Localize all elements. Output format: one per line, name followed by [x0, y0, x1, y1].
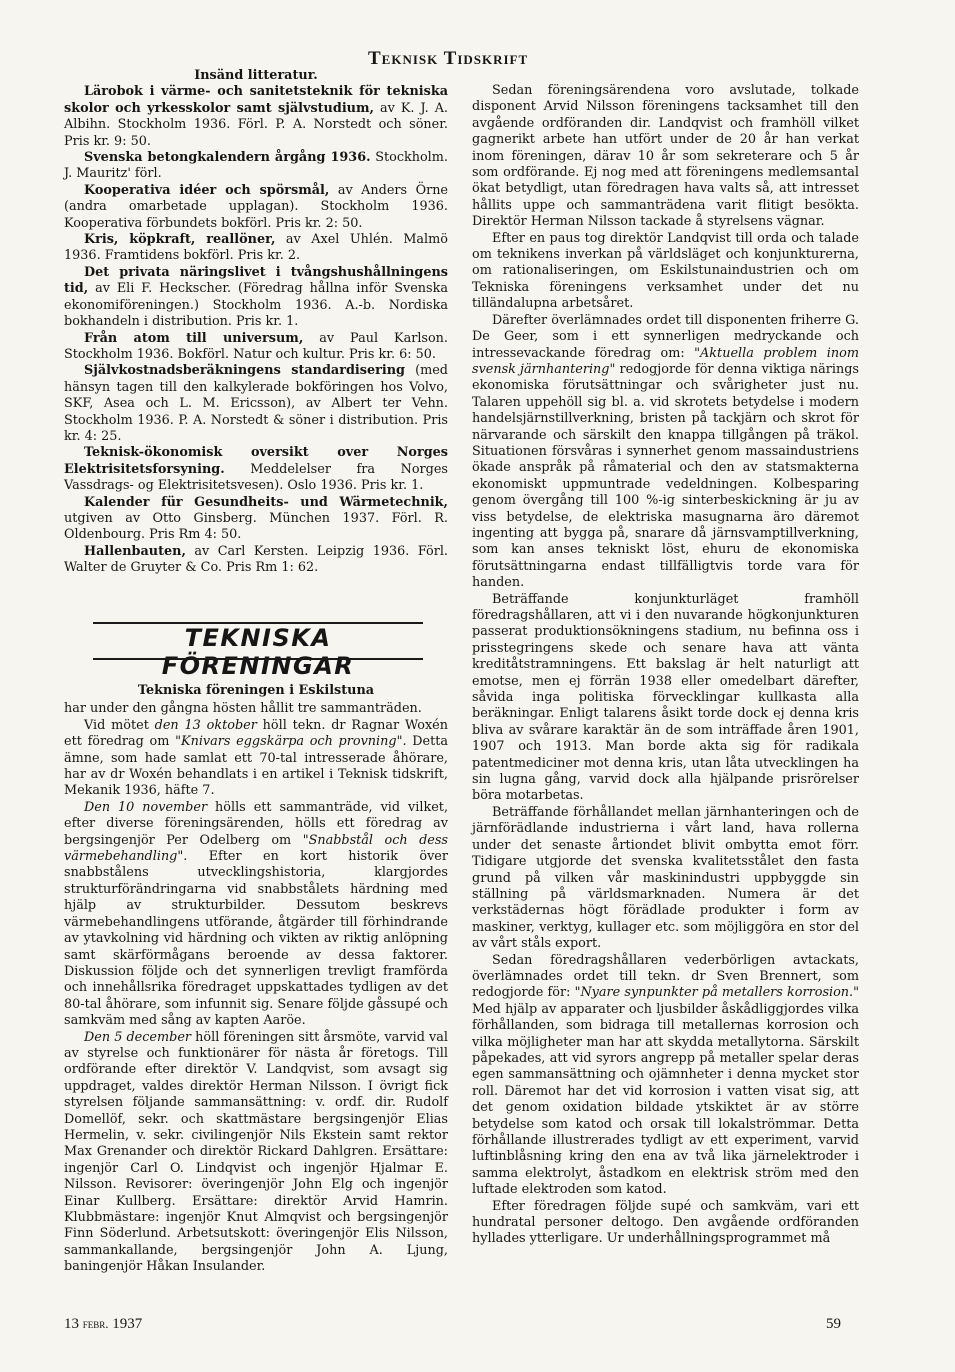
- right-paragraph-6: Sedan föredragshållaren vederbörligen avtackats, överlämnades ordet till tekn. dr Sven Brennert, som redogjorde för: "Nyare synpunkter på metallers korrosion." Med hjälp av apparater och ljusbilder åskådliggjordes vilka förhållanden, som bidraga till metallernas korrosion och vilka möjligheter man har att skydda metallytorna. Särskilt påpekades, att vid syrors angrepp på metaller spelar deras egen sammansättning och ojämnheter i denna mycket stor roll. Däremot har det vid korrosion i vatten visat sig, att det genom oxidation bildade ytskiktet är av större betydelse som katod och orsak till lokalströmmar. Detta förhållande illustrerades tydligt av ett experiment, varvid luftinblåsning kring den ena av två lika järnelektroder i samma elektrolyt, åstadkom en elektrisk ström med den luftade elektroden som katod.: [472, 952, 859, 1198]
- eskilstuna-heading: Tekniska föreningen i Eskilstuna: [137, 683, 375, 698]
- literature-entry-details: av K. J. A. Albihn. Stockholm 1936. Förl. P. A. Norstedt och söner. Pris kr. 9: 50.: [64, 100, 448, 149]
- eskilstuna-paragraph-4: Den 5 december höll föreningen sitt årsmöte, varvid val av styrelse och funktionärer för nästa år företogs. Till ordförande efter direktör V. Landqvist, som avsagt sig uppdraget, valdes direktör Herman Nilsson. I övrigt fick styrelsen följande sammansättning: v. ordf. dir. Rudolf Domellöf, sekr. och skattmästare bergsingenjör Elias Hermelin, v. sekr. civilingenjör Nils Ekstein samt rektor Max Grenander och direktör Rickard Dahlgren. Ersättare: ingenjör Carl O. Lindqvist och ingenjör Hjalmar E. Nilsson. Revisorer: överingenjör John Elg och ingenjör Einar Kullberg. Ersättare: direktör Arvid Hamrin. Klubbmästare: ingenjör Knut Almqvist och bergsingenjör Finn Söderlund. Arbetsutskott: överingenjör Elis Nilsson, sammankallande, bergsingenjör John A. Ljung, baningenjör Håkan Insulander.: [64, 1029, 449, 1275]
- literature-entry-title: Kalender für Gesundheits- und Wärmetechnik,: [84, 494, 448, 510]
- right-paragraph-2: Efter en paus tog direktör Landqvist till orda och talade om teknikens inverkan på världsläget och konjunkturerna, om rationaliseringen, om Eskilstunaindustrien och om Tekniska föreningens verksamhet under det nu tilländalupna arbetsåret.: [472, 230, 859, 312]
- section-title: TEKNISKA FÖRENINGAR: [161, 624, 355, 680]
- literature-entry-details: av Anders Örne (andra omarbetade upplagan). Stockholm 1936. Kooperativa förbundets bokförl. Pris kr. 2: 50.: [64, 182, 449, 231]
- literature-entry-title: Hallenbauten,: [84, 543, 186, 559]
- literature-entry-details: (med hänsyn tagen till den kalkylerade bokföringen hos Volvo, SKF, Asea och L. M. Ericsson), av Albert ter Vehn. Stockholm 1936. P. A. Norstedt & söner i distribution. Pris kr. 4: 25.: [64, 363, 448, 444]
- literature-entry: [64, 84, 448, 150]
- section-rule-bottom: [93, 658, 423, 660]
- literature-entry: [64, 331, 448, 364]
- literature-entry: [64, 232, 448, 265]
- journal-title: Teknisk Tidskrift: [368, 48, 529, 69]
- right-paragraph-3: Därefter överlämnades ordet till disponenten friherre G. De Geer, som i ett synnerligen medryckande och intressevackande föredrag om: "Aktuella problem inom svensk järnhantering" redogjorde för denna viktiga närings ekonomiska förutsättningar och svårigheter just nu. Talaren uppehöll sig bl. a. vid skrotets betydelse i modern handelsjärnstillverkning, bristen på tackjärn och skrot för närvarande och särskilt den knappa tillgången på träkol. Situationen försvåras i synnerhet genom massaindustriens ökade anspråk på råmaterial och den av statsmakterna ekonomiskt uppmuntrade vedeldningen. Kolbesparing genom övergång till 100 %-ig sinterbeskickning är ju av viss betydelse, de elektriska masugnarna äro däremot ingenting att bygga på, snarare då järnsvamptillverkning, som kan anses tekniskt löst, ehuru de ekonomiska förutsättningarna endast tillfälligtvis torde vara för handen.: [472, 312, 859, 591]
- literature-column: [64, 68, 448, 577]
- literature-entry: [64, 265, 448, 331]
- literature-entry-title: Kooperativa idéer och spörsmål,: [84, 182, 330, 198]
- literature-entry: [64, 183, 448, 232]
- right-paragraph-5: Beträffande förhållandet mellan järnhanteringen och de järnförädlande industrierna i vårt land, hava rollerna under det senaste årtiondet blivit ombytta emot förr. Tidigare utgjorde det svenska kvalitetsstålet den fasta grund på vilken vår maskinindustri uppbyggde sin ställning på världsmarknaden. Numera är det verkstädernas högt förädlade produkter i form av maskiner, verktyg, kullager etc. som möjliggöra en stor del av vårt ståls export.: [472, 804, 859, 952]
- footer-date: 13 febr. 1937: [64, 1316, 143, 1332]
- literature-entry-details: Meddelelser fra Norges Vassdrags- og Elektrisitetsvesen). Oslo 1936. Pris kr. 1.: [64, 461, 448, 494]
- literature-entry-title: Kris, köpkraft, reallöner,: [84, 232, 276, 248]
- literature-entry-details: Stockholm. J. Mauritz' förl.: [64, 150, 448, 182]
- literature-list: [64, 84, 448, 576]
- right-column: [472, 83, 859, 1248]
- literature-entry: [64, 495, 448, 544]
- literature-entry-details: av Eli F. Heckscher. (Föredrag hållna inför Svenska ekonomiföreningen.) Stockholm 1936. A.-b. Nordiska bokhandeln i distribution. Pris kr. 1.: [64, 281, 448, 330]
- literature-entry: [64, 445, 448, 494]
- literature-entry-details: av Carl Kersten. Leipzig 1936. Förl. Walter de Gruyter & Co. Pris Rm 1: 62.: [64, 543, 448, 576]
- literature-entry-title: Det privata näringslivet i tvångshushållningens tid,: [64, 264, 448, 297]
- literature-entry-details: utgiven av Otto Ginsberg. München 1937. Förl. R. Oldenbourg. Pris Rm 4: 50.: [64, 510, 448, 543]
- right-paragraph-1: Sedan föreningsärendena voro avslutade, tolkade disponent Arvid Nilsson föreningens tacksamhet till den avgående ordföranden dir. Landqvist och framhöll vilket gagnerikt arbete han utfört under de 20 år han verkat inom föreningen, därav 10 år som sekreterare och 5 år som ordförande. Ej nog med att föreningens medlemsantal ökat betydligt, utan föredragen hava valts så, att intresset hållits uppe och sammanträdena varit flitigt besökta. Direktör Herman Nilsson tackade å styrelsens vägnar.: [472, 83, 859, 230]
- right-paragraph-7: Efter föredragen följde supé och samkväm, vari ett hundratal personer deltogo. Den avgående ordföranden hyllades ytterligare. Ur underhållningsprogrammet må: [472, 1198, 859, 1247]
- literature-entry-title: Från atom till universum,: [84, 330, 304, 346]
- literature-entry-title: Teknisk-ökonomisk oversikt over Norges Elektrisitetsforsyning.: [64, 445, 448, 477]
- eskilstuna-paragraph-1: har under den gångna hösten hållit tre sammanträden.: [64, 701, 422, 717]
- right-paragraph-4: Beträffande konjunkturläget framhöll föredragshållaren, att vi i den nuvarande högkonjunkturen passerat produktionsökningens stadium, nu befinna oss i prisstegringens skede och senare hava att vänta kreditåtstramningens. Ett bakslag är helt naturligt att emotse, men ej förrän 1938 eller omedelbart därefter, såvida inga politiska förvecklingar kullkasta alla beräkningar. Enligt talarens åsikt torde dock ej denna kris bliva av svårare karaktär än de som inträffade åren 1901, 1907 och 1913. Man borde akta sig för radikala patentmediciner mot denna kris, utan låta utvecklingen ha sin lugna gång, varvid dock alla hjälpande prisrörelser böra motarbetas.: [472, 591, 859, 804]
- literature-entry-title: Lärobok i värme- och sanitetsteknik för tekniska skolor och yrkesskolor samt självstudium,: [64, 84, 448, 116]
- eskilstuna-article: [64, 683, 448, 1276]
- page-number: 59: [826, 1316, 841, 1332]
- eskilstuna-paragraph-2: Vid mötet den 13 oktober höll tekn. dr Ragnar Woxén ett föredrag om "Knivars eggskärpa och provning". Detta ämne, som hade samlat ett 70-tal intresserade åhörare, har av dr Woxén behandlats i en artikel i Teknisk tidskrift, Mekanik 1936, häfte 7.: [64, 717, 448, 799]
- literature-heading: Insänd litteratur.: [194, 68, 318, 83]
- eskilstuna-paragraph-3: Den 10 november hölls ett sammanträde, vid vilket, efter diverse föreningsärenden, hölls ett föredrag av bergsingenjör Per Odelberg om "Snabbstål och dess värmebehandling". Efter en kort historik över snabbstålens utvecklingshistoria, klargjordes strukturförändringarna vid snabbstålets härdning med hjälp av strukturbilder. Dessutom beskrevs värmebehandlingens utförande, åtgärder till förhindrande av ytavkolning vid härdning och vikten av riktig anlöpning samt skärförmågans beroende av dessa faktorer. Diskussion följde och det synnerligen trevligt framförda och innehållsrika föredraget uppskattades tydligen av det 80-tal åhörare, som infunnit sig. Senare följde gåssupé och samkväm med sång av kapten Aaröe.: [64, 799, 449, 1029]
- literature-entry-title: Självkostnadsberäkningens standardisering: [84, 363, 405, 379]
- literature-entry: [64, 363, 448, 445]
- literature-entry-details: av Paul Karlson. Stockholm 1936. Bokförl. Natur och kultur. Pris kr. 6: 50.: [64, 330, 448, 362]
- literature-entry-title: Svenska betongkalendern årgång 1936.: [84, 150, 371, 166]
- literature-entry: [64, 150, 448, 183]
- literature-entry-details: av Axel Uhlén. Malmö 1936. Framtidens bokförl. Pris kr. 2.: [64, 232, 448, 264]
- literature-entry: [64, 544, 448, 577]
